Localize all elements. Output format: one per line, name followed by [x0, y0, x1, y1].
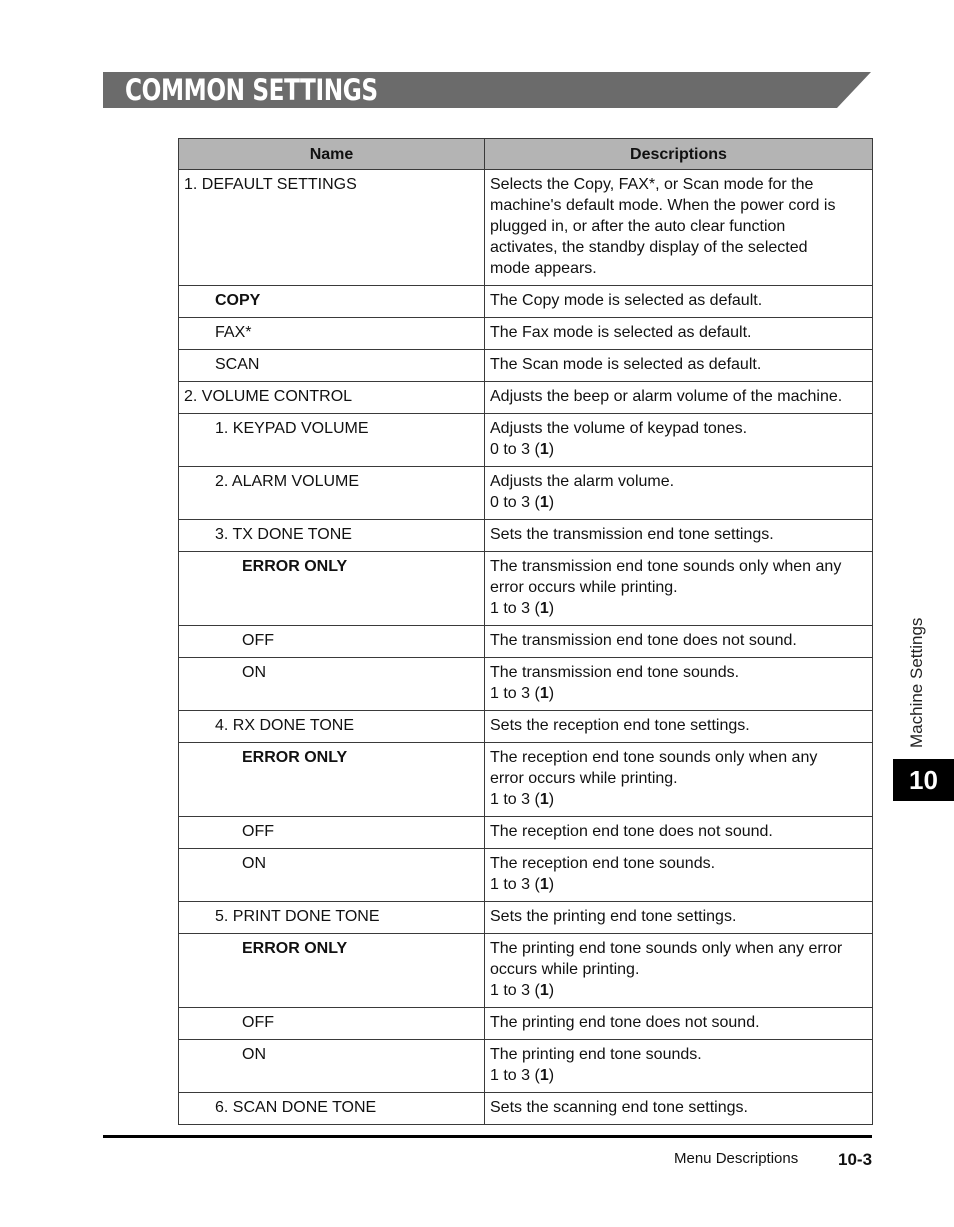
range-suffix: )	[548, 982, 555, 999]
setting-name: 2. ALARM VOLUME	[215, 473, 360, 490]
setting-name: ON	[242, 664, 266, 681]
value-range	[490, 874, 866, 895]
section-title: COMMON SETTINGS	[125, 73, 378, 107]
setting-description-cell	[485, 934, 873, 1008]
setting-name-cell	[179, 318, 485, 350]
table-row	[179, 849, 873, 902]
range-suffix: )	[548, 685, 555, 702]
value-range	[490, 789, 866, 810]
side-tab-label: Machine Settings	[907, 617, 926, 748]
table-row	[179, 1008, 873, 1040]
range-suffix: )	[548, 494, 555, 511]
setting-name: 1. DEFAULT SETTINGS	[184, 176, 357, 193]
setting-description-cell	[485, 1008, 873, 1040]
setting-name: 6. SCAN DONE TONE	[215, 1099, 377, 1116]
setting-name-cell	[179, 849, 485, 902]
range-default-value: 1	[539, 791, 549, 808]
range-suffix: )	[548, 600, 555, 617]
description-line: Adjusts the beep or alarm volume of the machine.	[490, 388, 843, 405]
setting-description-cell	[485, 849, 873, 902]
table-row	[179, 934, 873, 1008]
setting-name-cell	[179, 1040, 485, 1093]
setting-description-cell	[485, 382, 873, 414]
setting-name-cell	[179, 1008, 485, 1040]
setting-description-cell	[485, 552, 873, 626]
setting-name-cell	[179, 743, 485, 817]
range-suffix: )	[548, 1067, 555, 1084]
range-default-value: 1	[539, 1067, 549, 1084]
table-row	[179, 318, 873, 350]
setting-name: FAX*	[215, 324, 252, 341]
description-line: The Copy mode is selected as default.	[490, 292, 763, 309]
setting-name: OFF	[242, 632, 274, 649]
range-default-value: 1	[539, 494, 549, 511]
range-suffix: )	[548, 791, 555, 808]
setting-description-cell	[485, 170, 873, 286]
table-row	[179, 414, 873, 467]
setting-name-cell	[179, 552, 485, 626]
range-default-value: 1	[539, 685, 549, 702]
setting-name-cell	[179, 414, 485, 467]
setting-description-cell	[485, 350, 873, 382]
setting-name: 1. KEYPAD VOLUME	[215, 420, 369, 437]
setting-description-cell	[485, 286, 873, 318]
setting-name-cell	[179, 902, 485, 934]
description-line: The printing end tone sounds.	[490, 1046, 702, 1063]
setting-name: SCAN	[215, 356, 260, 373]
settings-table	[178, 138, 873, 1125]
range-prefix: 0 to 3 (	[490, 494, 540, 511]
table-row	[179, 170, 873, 286]
setting-description-cell	[485, 1093, 873, 1125]
setting-name: 3. TX DONE TONE	[215, 526, 352, 543]
range-prefix: 1 to 3 (	[490, 685, 540, 702]
setting-name: 2. VOLUME CONTROL	[184, 388, 353, 405]
setting-name: 5. PRINT DONE TONE	[215, 908, 380, 925]
description-line: activates, the standby display of the selected	[490, 239, 808, 256]
value-range	[490, 980, 866, 1001]
description-line: Selects the Copy, FAX*, or Scan mode for the	[490, 176, 814, 193]
description-line: plugged in, or after the auto clear function	[490, 218, 786, 235]
description-line: error occurs while printing.	[490, 770, 678, 787]
description-line: Sets the transmission end tone settings.	[490, 526, 774, 543]
description-line: Adjusts the alarm volume.	[490, 473, 675, 490]
range-suffix: )	[548, 441, 555, 458]
range-default-value: 1	[539, 441, 549, 458]
setting-description-cell	[485, 658, 873, 711]
setting-name-cell	[179, 934, 485, 1008]
value-range	[490, 683, 866, 704]
description-line: The transmission end tone does not sound.	[490, 632, 797, 649]
description-line: The Fax mode is selected as default.	[490, 324, 752, 341]
value-range	[490, 598, 866, 619]
column-header-name: Name	[179, 139, 485, 170]
table-row	[179, 286, 873, 318]
setting-name: COPY	[215, 292, 261, 309]
table-row	[179, 743, 873, 817]
setting-name-cell	[179, 658, 485, 711]
column-header-descriptions: Descriptions	[485, 139, 873, 170]
range-default-value: 1	[539, 982, 549, 999]
setting-description-cell	[485, 318, 873, 350]
table-row	[179, 382, 873, 414]
setting-name-cell	[179, 711, 485, 743]
description-line: The reception end tone sounds only when any	[490, 749, 818, 766]
description-line: mode appears.	[490, 260, 597, 277]
setting-description-cell	[485, 1040, 873, 1093]
description-line: The printing end tone does not sound.	[490, 1014, 760, 1031]
setting-name: OFF	[242, 823, 274, 840]
range-default-value: 1	[539, 600, 549, 617]
table-row	[179, 658, 873, 711]
table-row	[179, 626, 873, 658]
table-row	[179, 1040, 873, 1093]
setting-name: ERROR ONLY	[242, 558, 348, 575]
table-row	[179, 467, 873, 520]
setting-description-cell	[485, 743, 873, 817]
description-line: error occurs while printing.	[490, 579, 678, 596]
setting-name-cell	[179, 286, 485, 318]
setting-description-cell	[485, 467, 873, 520]
description-line: The Scan mode is selected as default.	[490, 356, 762, 373]
description-line: Sets the reception end tone settings.	[490, 717, 750, 734]
table-row	[179, 1093, 873, 1125]
range-prefix: 1 to 3 (	[490, 1067, 540, 1084]
setting-name-cell	[179, 520, 485, 552]
description-line: The reception end tone does not sound.	[490, 823, 773, 840]
value-range	[490, 439, 866, 460]
setting-description-cell	[485, 414, 873, 467]
setting-name-cell	[179, 626, 485, 658]
table-body	[179, 170, 873, 1125]
setting-name: ERROR ONLY	[242, 940, 348, 957]
setting-name-cell	[179, 467, 485, 520]
setting-description-cell	[485, 626, 873, 658]
setting-name-cell	[179, 350, 485, 382]
range-prefix: 0 to 3 (	[490, 441, 540, 458]
table-row	[179, 520, 873, 552]
description-line: occurs while printing.	[490, 961, 640, 978]
description-line: The printing end tone sounds only when any error	[490, 940, 843, 957]
range-prefix: 1 to 3 (	[490, 982, 540, 999]
chapter-tab: 10	[893, 759, 954, 801]
value-range	[490, 492, 866, 513]
setting-description-cell	[485, 817, 873, 849]
setting-name: ON	[242, 855, 266, 872]
description-line: Adjusts the volume of keypad tones.	[490, 420, 748, 437]
setting-name-cell	[179, 817, 485, 849]
footer-divider	[103, 1135, 872, 1138]
table-row	[179, 817, 873, 849]
table-row	[179, 350, 873, 382]
range-prefix: 1 to 3 (	[490, 876, 540, 893]
setting-description-cell	[485, 902, 873, 934]
description-line: The transmission end tone sounds only when any	[490, 558, 842, 575]
description-line: machine's default mode. When the power cord is	[490, 197, 836, 214]
footer-page-number: 10-3	[838, 1150, 873, 1169]
setting-name: OFF	[242, 1014, 274, 1031]
table-header-row	[179, 139, 873, 170]
range-prefix: 1 to 3 (	[490, 791, 540, 808]
range-prefix: 1 to 3 (	[490, 600, 540, 617]
table-row	[179, 902, 873, 934]
description-line: The reception end tone sounds.	[490, 855, 716, 872]
table-row	[179, 711, 873, 743]
description-line: Sets the scanning end tone settings.	[490, 1099, 748, 1116]
section-title-bar	[103, 72, 871, 108]
setting-name: ON	[242, 1046, 266, 1063]
setting-description-cell	[485, 711, 873, 743]
description-line: Sets the printing end tone settings.	[490, 908, 737, 925]
setting-name-cell	[179, 1093, 485, 1125]
setting-name: ERROR ONLY	[242, 749, 348, 766]
setting-name: 4. RX DONE TONE	[215, 717, 354, 734]
setting-name-cell	[179, 170, 485, 286]
setting-name-cell	[179, 382, 485, 414]
value-range	[490, 1065, 866, 1086]
footer-section-name: Menu Descriptions	[674, 1150, 799, 1167]
table-row	[179, 552, 873, 626]
range-default-value: 1	[539, 876, 549, 893]
description-line: The transmission end tone sounds.	[490, 664, 740, 681]
range-suffix: )	[548, 876, 555, 893]
setting-description-cell	[485, 520, 873, 552]
